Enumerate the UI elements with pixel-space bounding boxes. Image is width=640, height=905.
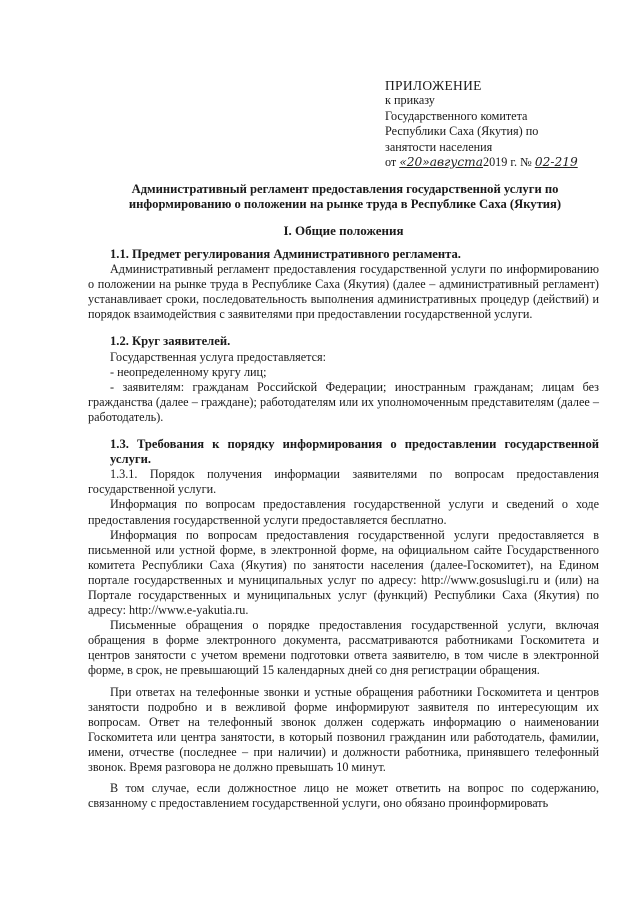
annex-line: к приказу <box>385 93 435 108</box>
handwritten-date: «20»августа <box>399 155 483 170</box>
paragraph: 1.3.1. Порядок получения информации заявителями по вопросам предоставления государственной услуги. <box>88 467 599 497</box>
handwritten-number: 02-219 <box>534 155 578 170</box>
document-body <box>88 247 599 811</box>
paragraph: При ответах на телефонные звонки и устные обращения работники Госкомитета и центров занятости подробно и в вежливой форме информируют заявителя по интересующим их вопросам. Ответ на телефонный звонок должен содержать информацию о наименовании Госкомитета или центра занятости, в который позвонил гражданин или работодатель, фамилии, имени, отчестве (последнее – при наличии) и должности работника, принявшего телефонный звонок. Время разговора не должно превышать 10 минут. <box>88 684 599 774</box>
subsection-heading: 1.2. Круг заявителей. <box>110 334 231 349</box>
list-item: - заявителям: гражданам Российской Федерации; иностранным гражданам; лицам без гражданства (далее – граждане); работодателям или их уполномоченным представителям (далее – работодатель). <box>88 379 599 424</box>
annex-line: занятости населения <box>385 139 493 154</box>
paragraph: Информация по вопросам предоставления государственной услуги предоставляется в письменной или устной форме, в электронной форме, на официальном сайте Государственного комитета Республики Саха (Якутия) по занятости населения (далее-Госкомитет), на Едином портале государственных и муниципальных услуг по адресу: http://www.gosuslugi.ru и (или) на Портале государственных и муниципальных услуг (функций) Республики Саха (Якутия) по адресу: http://www.e-yakutia.ru. <box>88 527 599 618</box>
paragraph: Административный регламент предоставления государственной услуги по информированию о положении на рынке труда в Республике Саха (Якутия) (далее – административный регламент) устанавливает сроки, последовательность выполнения административных процедур (действий) и порядок взаимодействия с заявителями при предоставлении государственной услуги. <box>88 262 599 322</box>
subsection-heading: 1.1. Предмет регулирования Административного регламента. <box>110 247 461 261</box>
paragraph: Информация по вопросам предоставления государственной услуги и сведений о ходе предоставления государственной услуги предоставляется бесплатно. <box>88 497 599 527</box>
paragraph: Письменные обращения о порядке предоставления государственной услуги, включая обращения в форме электронного документа, рассматриваются работниками Госкомитета и центров занятости с учетом времени подготовки ответа заявителю, в том числе в электронной форме, в срок, не превышающий 15 календарных дней со дня регистрации обращения. <box>88 618 599 678</box>
document-title: Административный регламент предоставления государственной услуги по информированию о положении на рынке труда в Республике Саха (Якутия) <box>128 182 562 212</box>
annex-date-line <box>385 155 605 170</box>
number-prefix: № <box>520 155 532 170</box>
paragraph: В том случае, если должностное лицо не может ответить на вопрос по содержанию, связанному с предоставлением государственной услуги, оно обязано проинформировать <box>88 781 599 811</box>
annex-title: ПРИЛОЖЕНИЕ <box>385 78 482 93</box>
annex-line: Государственного комитета <box>385 108 528 123</box>
annex-block <box>385 78 605 170</box>
date-prefix: от <box>385 155 397 170</box>
annex-line: Республики Саха (Якутия) по <box>385 124 539 139</box>
date-year: 2019 г. <box>482 155 518 170</box>
subsection-heading: 1.3. Требования к порядку информирования о предоставлении государственной услуги. <box>110 437 599 467</box>
list-item: - неопределенному кругу лиц; <box>110 364 267 379</box>
paragraph: Государственная услуга предоставляется: <box>110 349 327 364</box>
section-heading: I. Общие положения <box>283 223 404 238</box>
